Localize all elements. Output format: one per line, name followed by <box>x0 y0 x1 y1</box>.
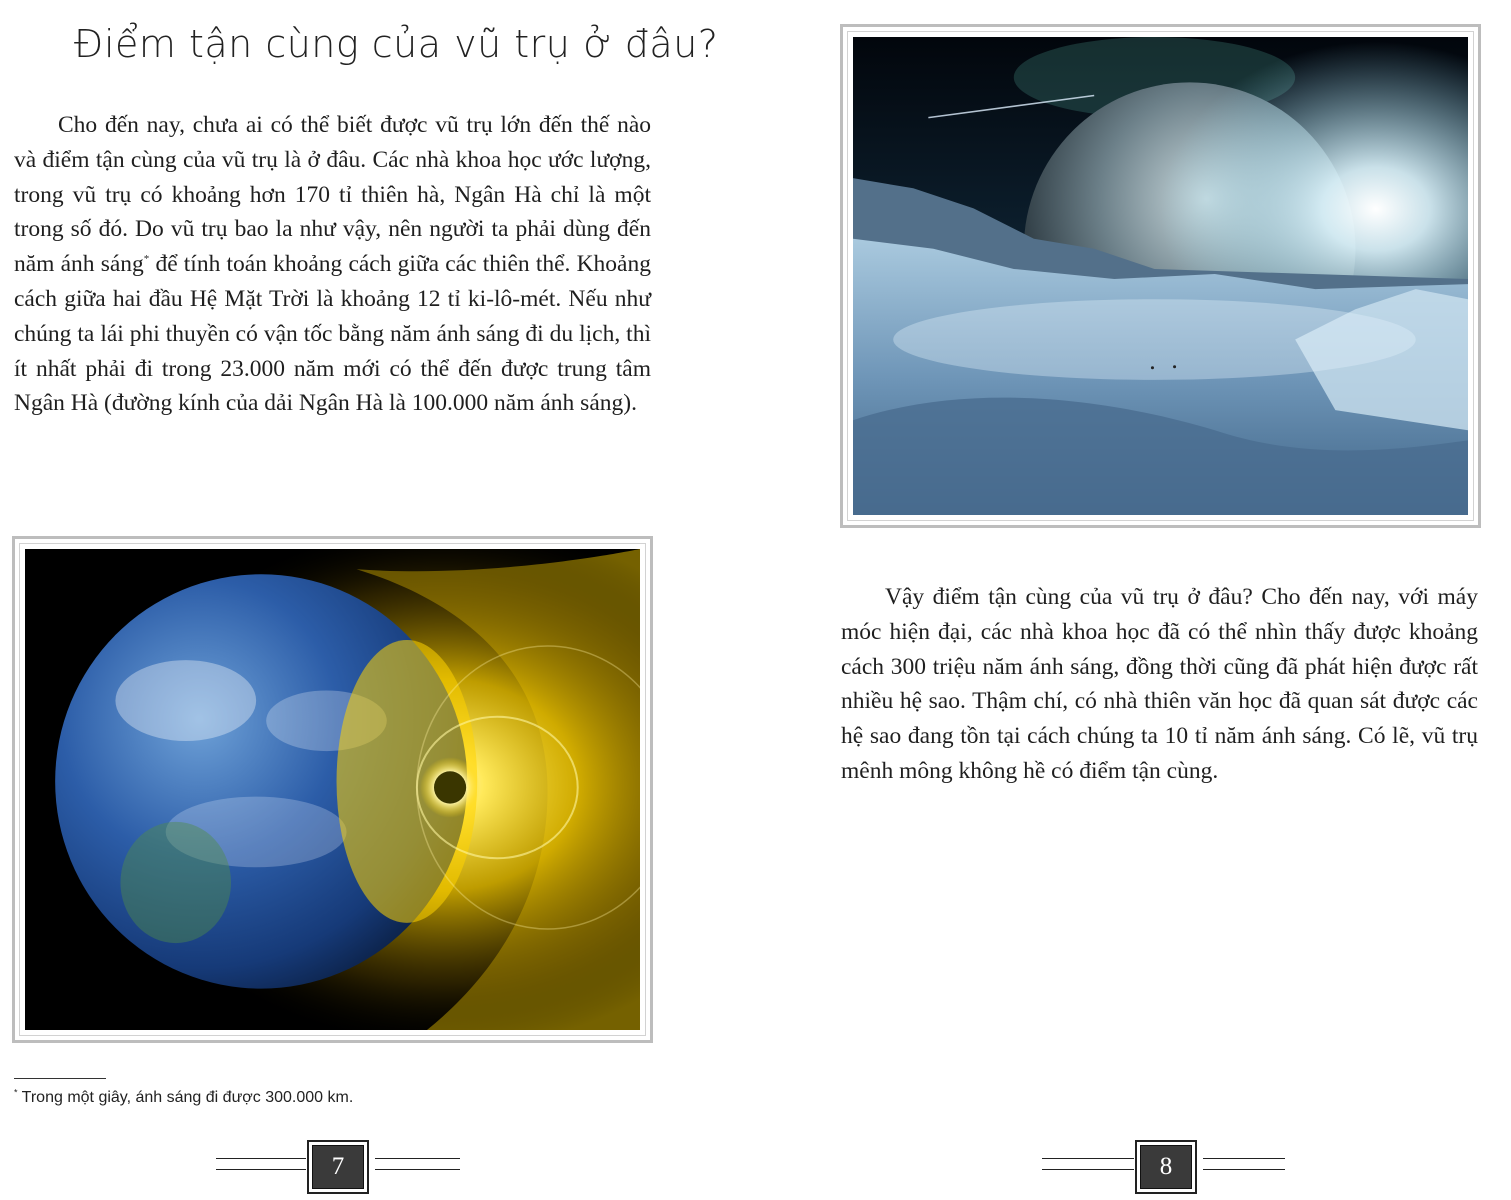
earth-sun-image <box>25 549 640 1030</box>
footnote-text: Trong một giây, ánh sáng đi được 300.000 km. <box>21 1089 354 1106</box>
page-number-ornament-right <box>1203 1158 1285 1172</box>
page-number-ornament-left <box>216 1158 306 1172</box>
page-title: Điểm tận cùng của vũ trụ ở đâu? <box>74 22 719 66</box>
page-number-ornament-left <box>1042 1158 1134 1172</box>
ice-planet-image <box>853 37 1468 515</box>
footnote-divider <box>14 1078 106 1079</box>
intro-paragraph-part-2: để tính toán khoảng cách giữa các thiên thể. Khoảng cách giữa hai đầu Hệ Mặt Trời là khoảng 12 tỉ ki-lô-mét. Nếu như chúng ta lái phi thuyền có vận tốc bằng năm ánh sáng đi du lịch, thì ít nhất phải đi trong 23.000 năm mới có thể đến được trung tâm Ngân Hà (đường kính của dải Ngân Hà là 100.000 năm ánh sáng). <box>14 251 651 417</box>
footnote-marker: * <box>143 253 150 266</box>
page-number-text: 8 <box>1140 1145 1192 1189</box>
right-page <box>760 0 1511 1200</box>
footnote-marker-ref: * <box>14 1087 18 1098</box>
page-number-8 <box>1135 1140 1197 1194</box>
page-number-7 <box>307 1140 369 1194</box>
footnote <box>14 1089 353 1107</box>
page-number-ornament-right <box>375 1158 460 1172</box>
ice-planet-image-frame <box>840 24 1481 528</box>
earth-sun-image-frame <box>12 536 653 1043</box>
conclusion-paragraph: Vậy điểm tận cùng của vũ trụ ở đâu? Cho đến nay, với máy móc hiện đại, các nhà khoa học đã có thể nhìn thấy được khoảng cách 300 triệu năm ánh sáng, đồng thời cũng đã phát hiện được rất nhiều hệ sao. Thậm chí, có nhà thiên văn học đã quan sát được các hệ sao đang tồn tại cách chúng ta 10 tỉ năm ánh sáng. Có lẽ, vũ trụ mênh mông không hề có điểm tận cùng. <box>841 584 1478 784</box>
page-number-text: 7 <box>312 1145 364 1189</box>
intro-paragraph-part-1: Cho đến nay, chưa ai có thể biết được vũ trụ lớn đến thế nào và điểm tận cùng của vũ trụ là ở đâu. Các nhà khoa học ước lượng, trong vũ trụ có khoảng hơn 170 tỉ thiên hà, Ngân Hà chỉ là một trong số đó. Do vũ trụ bao la như vậy, nên người ta phải dùng đến năm ánh sáng <box>14 112 651 278</box>
intro-paragraph <box>14 108 651 421</box>
